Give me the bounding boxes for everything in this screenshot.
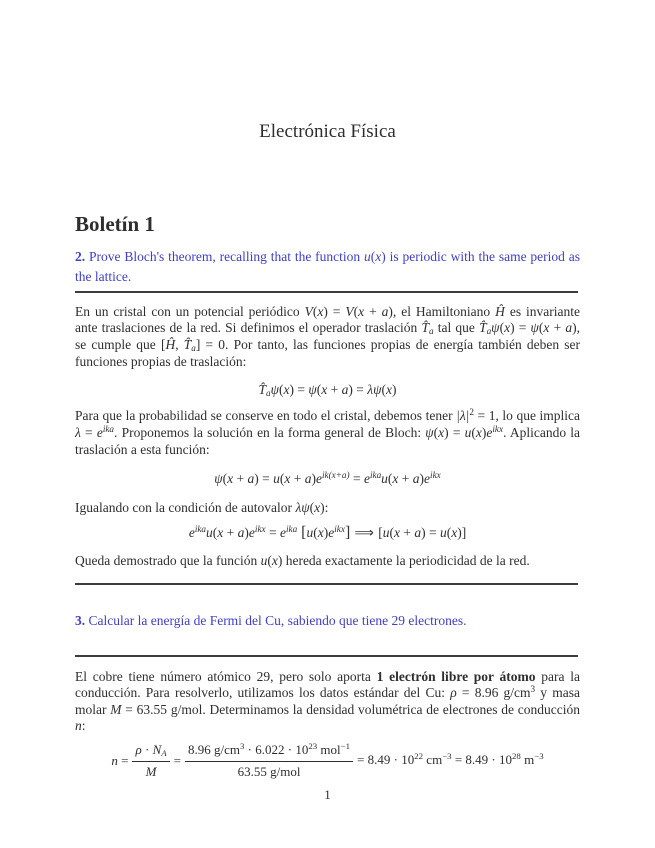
equation-equals: = [173,753,181,768]
document-title: Electrónica Física [259,121,396,142]
rule-after-problem-2 [75,291,578,293]
equation-lhs: n = [111,753,129,768]
equation-eigenvalue-comparison: $e^{ika}u(x + a)e^{ikx} = e^{ika}$ $[u(x)e^{ikx}]$ ⟹ [u(x + a) = u(x)] [188,523,467,541]
paragraph-probability: Para que la probabilidad se conserve en todo el cristal, debemos tener $|\lambda|^2 = 1$, lo que implica $\lambda = e^{ika}$. Proponemos la solución en la forma general de Bloch: $\psi(x) = u(x)e^{ikx}$. Aplicando la traslación a esta función: [75,406,581,457]
rule-before-problem-3 [75,583,578,585]
fraction-numeric-denominator: 63.55 g/mol [237,764,301,779]
paragraph-copper: El cobre tiene número atómico 29, pero solo aporta 1 electrón libre por átomo para la conducción. Para resolverlo, utilizamos los datos estándar del Cu: ρ = 8.96 $g/cm^3$ y masa molar M = 63.55 g/mol. Determinamos la densidad volumétrica de electrones de conducción n: [75,669,580,733]
fraction-symbolic-numerator: ρ · NA [132,742,169,762]
equation-translation-eigen: T̂aψ(x) = ψ(x + a) = λψ(x) [258,382,397,399]
problem-3-statement: 3. Calcular la energía de Fermi del Cu, sabiendo que tiene 29 electrones. [75,613,467,628]
fraction-symbolic [132,742,169,779]
rule-after-problem-3 [75,655,578,657]
equation-bloch-applied: $\psi(x + a) = u(x + a)e^{ik(x+a)} = e^{ika}u(x + a)e^{ikx}$ [214,469,441,486]
paragraph-conclusion: Queda demostrado que la función u(x) hereda exactamente la periodicidad de la red. [75,553,530,568]
equation-electron-density [75,742,580,779]
fraction-numeric [185,742,353,779]
fraction-numeric-numerator: 8.96 $g/cm^3 \cdot 6.022 \cdot 10^{23}$ mol$^{-1}$ [185,742,353,762]
paragraph-eigenvalue-matching: Igualando con la condición de autovalor λψ(x): [75,500,329,515]
fraction-symbolic-denominator: M [145,764,157,779]
section-heading: Boletín 1 [75,212,155,236]
equation-result: = $8.49 \cdot 10^{22}$ $cm^{-3} = 8.49 \cdot 10^{28}$ $m^{-3}$ [357,751,544,767]
paragraph-bloch-intro: En un cristal con un potencial periódico V(x) = V(x + a), el Hamiltoniano Ĥ es invariante ante traslaciones de la red. Si definimos el operador traslación T̂a tal que T̂aψ(x) = ψ(x + a), se cumple que [Ĥ, T̂a] = 0. Por tanto, las funciones propias de energía también deben ser funciones propias de traslación: [75,304,581,369]
problem-2-statement: 2. Prove Bloch's theorem, recalling that the function u(x) is periodic with the same period as the lattice. [75,249,581,284]
page-number: 1 [324,787,331,802]
